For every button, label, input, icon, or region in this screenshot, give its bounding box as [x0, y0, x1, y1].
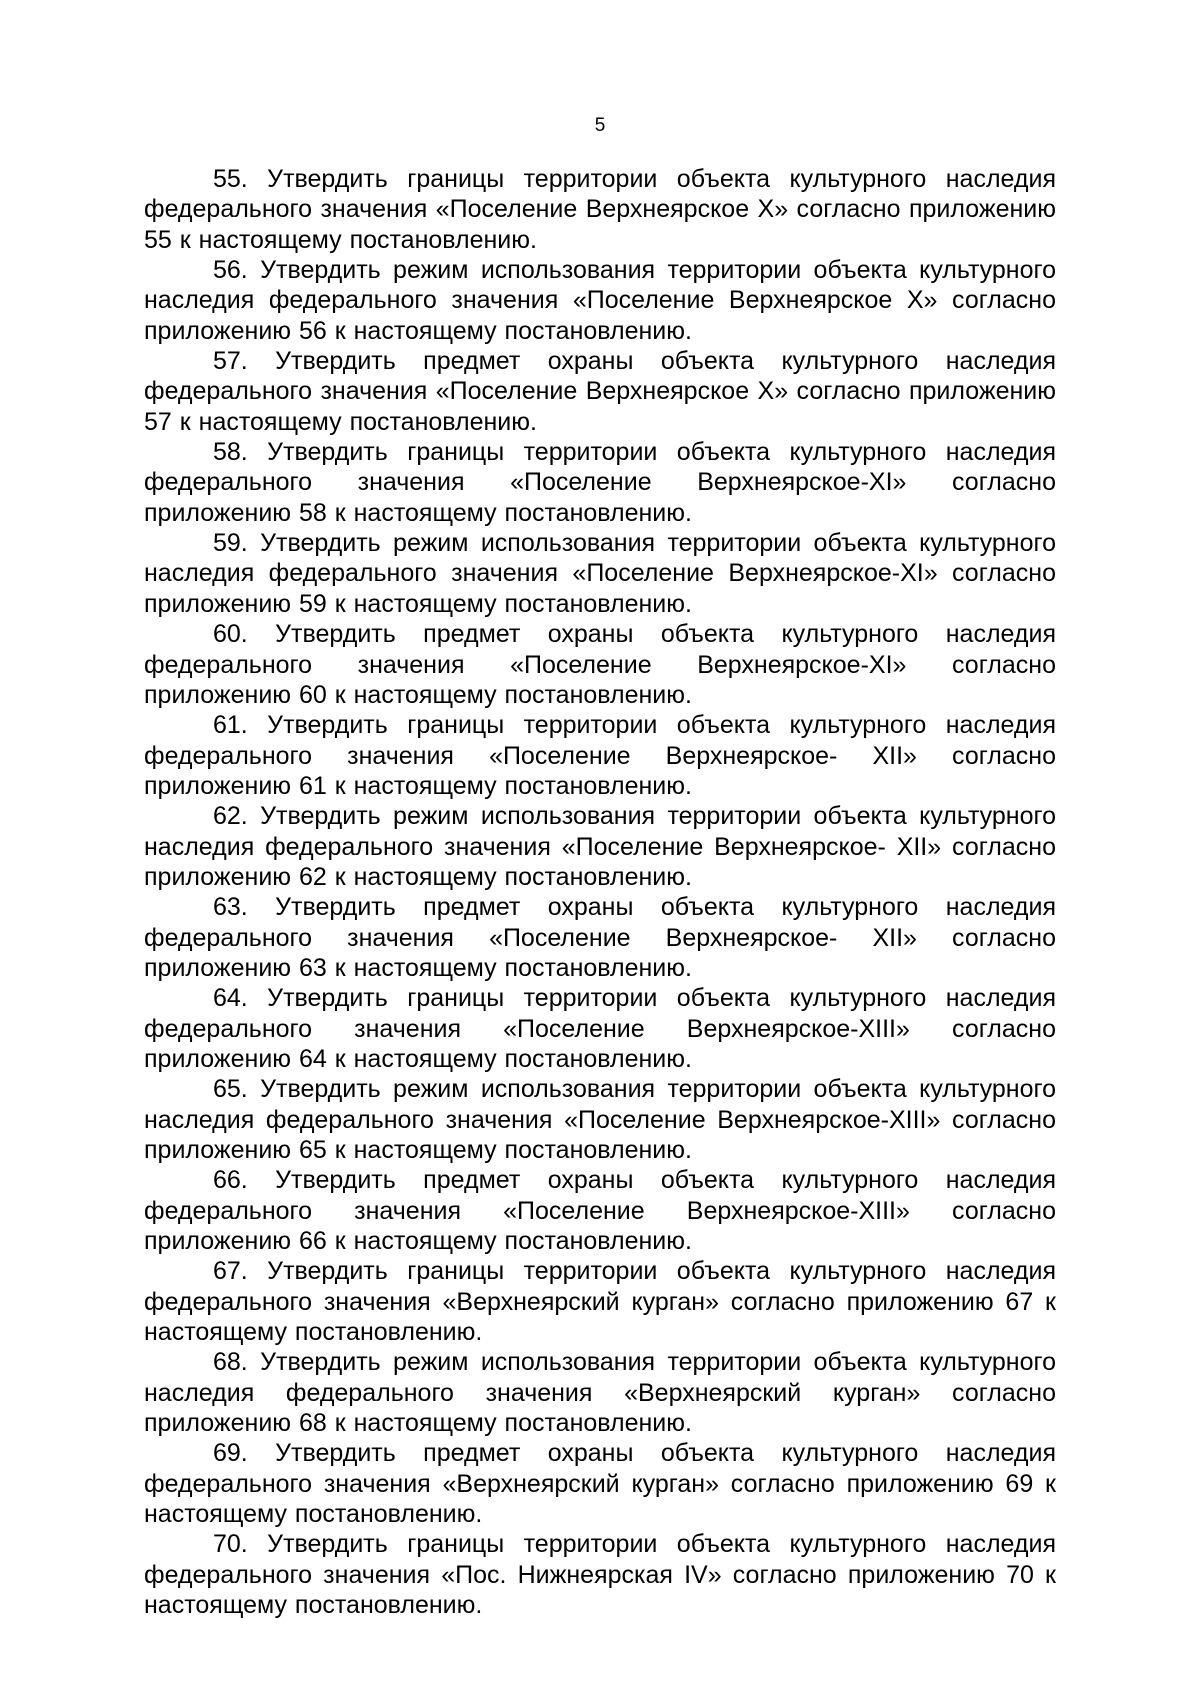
paragraph-59: 59. Утвердить режим использования территории объекта культурного наследия федерального значения «Поселение Верхнеярское-XI» согласно приложению 59 к настоящему постановлению. — [144, 529, 1056, 618]
paragraph-61: 61. Утвердить границы территории объекта культурного наследия федерального значения «Поселение Верхнеярское- XII» согласно приложению 61 к настоящему постановлению. — [144, 711, 1056, 800]
paragraph-55: 55. Утвердить границы территории объекта культурного наследия федерального значения «Поселение Верхнеярское Х» согласно приложению 55 к настоящему постановлению. — [144, 165, 1056, 254]
paragraph-56: 56. Утвердить режим использования территории объекта культурного наследия федерального значения «Поселение Верхнеярское Х» согласно приложению 56 к настоящему постановлению. — [144, 256, 1056, 345]
paragraph-68: 68. Утвердить режим использования территории объекта культурного наследия федерального значения «Верхнеярский курган» согласно приложению 68 к настоящему постановлению. — [144, 1348, 1056, 1438]
page-number: 5 — [594, 115, 606, 136]
paragraph-58: 58. Утвердить границы территории объекта культурного наследия федерального значения «Поселение Верхнеярское-XI» согласно приложению 58 к настоящему постановлению. — [144, 438, 1056, 527]
paragraph-63: 63. Утвердить предмет охраны объекта культурного наследия федерального значения «Поселение Верхнеярское- XII» согласно приложению 63 к настоящему постановлению. — [144, 893, 1056, 982]
paragraph-65: 65. Утвердить режим использования территории объекта культурного наследия федерального значения «Поселение Верхнеярское-XIII» согласно приложению 65 к настоящему постановлению. — [144, 1075, 1056, 1164]
paragraph-62: 62. Утвердить режим использования территории объекта культурного наследия федерального значения «Поселение Верхнеярское- XII» согласно приложению 62 к настоящему постановлению. — [144, 802, 1056, 891]
paragraph-70: 70. Утвердить границы территории объекта культурного наследия федерального значения «Пос. Нижнеярская IV» согласно приложению 70 к настоящему постановлению. — [144, 1530, 1056, 1620]
paragraph-57: 57. Утвердить предмет охраны объекта культурного наследия федерального значения «Поселение Верхнеярское Х» согласно приложению 57 к настоящему постановлению. — [144, 347, 1056, 436]
document-body — [144, 164, 1056, 1621]
paragraph-69: 69. Утвердить предмет охраны объекта культурного наследия федерального значения «Верхнеярский курган» согласно приложению 69 к настоящему постановлению. — [144, 1439, 1056, 1529]
paragraph-64: 64. Утвердить границы территории объекта культурного наследия федерального значения «Поселение Верхнеярское-XIII» согласно приложению 64 к настоящему постановлению. — [144, 984, 1056, 1073]
paragraph-66: 66. Утвердить предмет охраны объекта культурного наследия федерального значения «Поселение Верхнеярское-XIII» согласно приложению 66 к настоящему постановлению. — [144, 1166, 1056, 1256]
paragraph-60: 60. Утвердить предмет охраны объекта культурного наследия федерального значения «Поселение Верхнеярское-XI» согласно приложению 60 к настоящему постановлению. — [144, 620, 1056, 709]
paragraph-67: 67. Утвердить границы территории объекта культурного наследия федерального значения «Верхнеярский курган» согласно приложению 67 к настоящему постановлению. — [144, 1257, 1056, 1347]
